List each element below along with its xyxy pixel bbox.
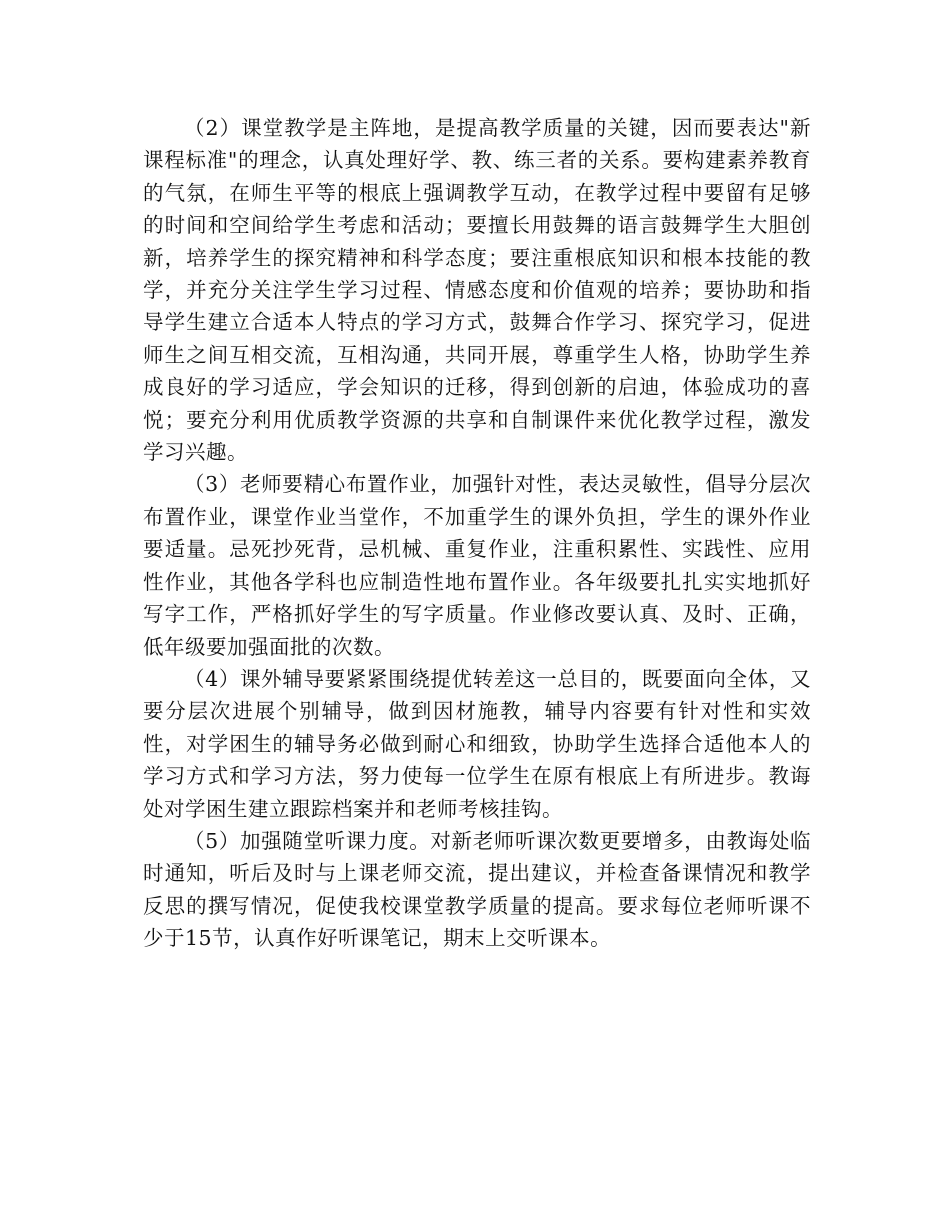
paragraph-classroom-teaching: （2）课堂教学是主阵地，是提高教学质量的关键，因而要表达"新课程标准"的理念，认真处理好学、教、练三者的关系。要构建素养教育的气氛，在师生平等的根底上强调教学互动，在教学过程中要留有足够的时间和空间给学生考虑和活动；要擅长用鼓舞的语言鼓舞学生大胆创新，培养学生的探究精神和科学态度；要注重根底知识和根本技能的教学，并充分关注学生学习过程、情感态度和价值观的培养；要协助和指导学生建立合适本人特点的学习方式，鼓舞合作学习、探究学习，促进师生之间互相交流，互相沟通，共同开展，尊重学生人格，协助学生养成良好的学习适应，学会知识的迁移，得到创新的启迪，体验成功的喜悦；要充分利用优质教学资源的共享和自制课件来优化教学过程，激发学习兴趣。: [143, 116, 811, 465]
paragraph-homework: （3）老师要精心布置作业，加强针对性，表达灵敏性，倡导分层次布置作业，课堂作业当堂作，不加重学生的课外负担，学生的课外作业要适量。忌死抄死背，忌机械、重复作业，注重积累性、实践性、应用性作业，其他各学科也应制造性地布置作业。各年级要扎扎实实地抓好写字工作，严格抓好学生的写字质量。作业修改要认真、及时、正确，低年级要加强面批的次数。: [143, 472, 811, 659]
paragraph-lesson-observation: （5）加强随堂听课力度。对新老师听课次数更要增多，由教诲处临时通知，听后及时与上课老师交流，提出建议，并检查备课情况和教学反思的撰写情况，促使我校课堂教学质量的提高。要求每位老师听课不少于15节，认真作好听课笔记，期末上交听课本。: [143, 828, 811, 951]
document-body: [143, 112, 811, 955]
paragraph-tutoring: （4）课外辅导要紧紧围绕提优转差这一总目的，既要面向全体，又要分层次进展个别辅导，做到因材施教，辅导内容要有针对性和实效性，对学困生的辅导务必做到耐心和细致，协助学生选择合适他本人的学习方式和学习方法，努力使每一位学生在原有根底上有所进步。教诲处对学困生建立跟踪档案并和老师考核挂钩。: [143, 666, 811, 821]
